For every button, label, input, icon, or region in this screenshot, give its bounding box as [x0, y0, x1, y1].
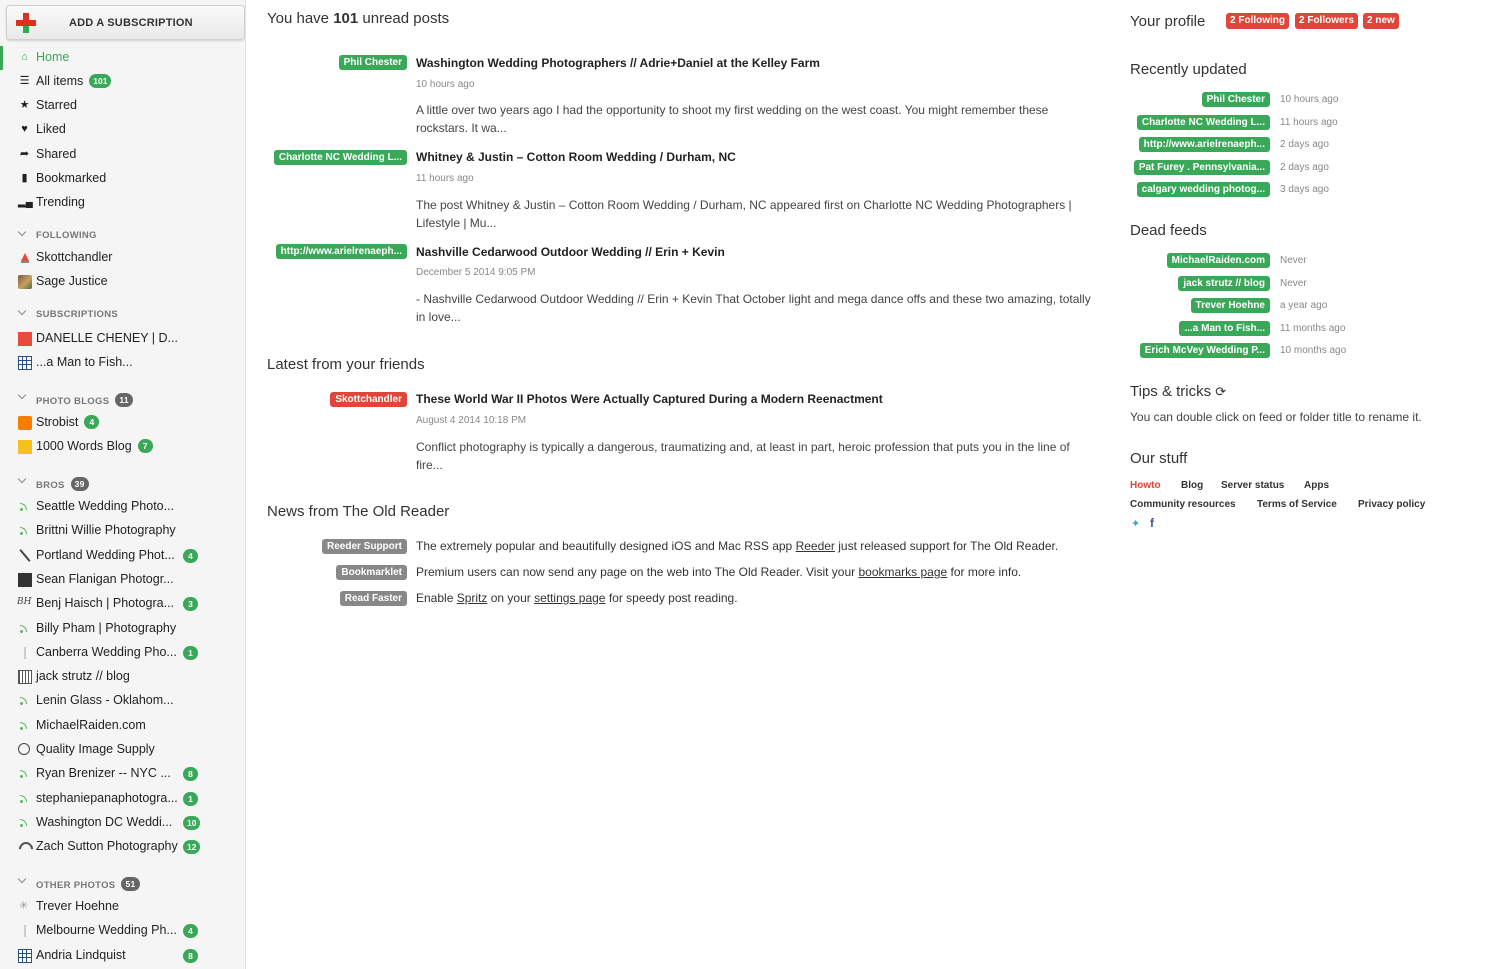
- feed-time: 10 hours ago: [1280, 94, 1339, 105]
- feed-item[interactable]: [0, 327, 245, 351]
- section-count: 51: [121, 877, 139, 891]
- feed-time: 3 days ago: [1280, 184, 1329, 195]
- feed-count: 12: [183, 840, 200, 854]
- sidebar: [0, 0, 246, 969]
- feed-item[interactable]: [0, 787, 245, 811]
- feed-item-label: jack strutz // blog: [36, 669, 130, 684]
- rss-icon: [18, 622, 32, 636]
- feed-tag[interactable]: http://www.arielrenaeph...: [1139, 137, 1270, 152]
- feed-item-label: Quality Image Supply: [36, 742, 155, 756]
- feed-favicon-icon: [18, 924, 32, 938]
- privacy-policy-link[interactable]: Privacy policy: [1358, 499, 1426, 510]
- post-feed-tag[interactable]: Charlotte NC Wedding L...: [274, 150, 407, 165]
- feed-count: 1: [183, 646, 198, 660]
- news-text: for speedy post reading.: [605, 591, 738, 605]
- feed-item-label: Sage Justice: [36, 274, 108, 288]
- feed-tag[interactable]: Phil Chester: [1202, 92, 1270, 107]
- feed-count: 8: [183, 767, 198, 781]
- feed-item-label: Brittni Willie Photography: [36, 523, 176, 538]
- section-subscriptions[interactable]: [0, 302, 245, 326]
- section-count: 39: [71, 477, 89, 491]
- feed-item-label: Zach Sutton Photography: [36, 839, 178, 854]
- blogger-icon: [18, 416, 32, 430]
- feed-tag[interactable]: calgary wedding photog...: [1137, 182, 1270, 197]
- feed-item[interactable]: [0, 665, 245, 689]
- feed-item-label: Benj Haisch | Photogra...: [36, 596, 175, 611]
- chevron-down-icon: [18, 308, 28, 318]
- feed-item[interactable]: [0, 351, 245, 375]
- feed-item[interactable]: [0, 270, 245, 294]
- feed-tag[interactable]: Charlotte NC Wedding L...: [1137, 115, 1270, 130]
- feed-item[interactable]: [0, 944, 245, 968]
- feed-item[interactable]: [0, 895, 245, 919]
- feed-count: 8: [183, 949, 198, 963]
- profile-heading: Your profile: [1130, 13, 1206, 30]
- tips-heading-label: Tips & tricks: [1130, 383, 1212, 400]
- community-resources-link[interactable]: Community resources: [1130, 499, 1236, 510]
- feed-count: 3: [183, 597, 198, 611]
- nav-home-label: Home: [36, 50, 70, 64]
- feed-item-label: Seattle Wedding Photo...: [36, 499, 175, 513]
- post-feed-tag[interactable]: Phil Chester: [339, 55, 407, 70]
- feed-time: a year ago: [1280, 300, 1328, 311]
- chevron-down-icon: [18, 476, 28, 486]
- news-text: on your: [487, 591, 535, 605]
- rss-icon: [18, 792, 32, 806]
- feed-tag[interactable]: jack strutz // blog: [1178, 276, 1270, 291]
- friends-heading: Latest from your friends: [267, 356, 425, 373]
- post-excerpt: The post Whitney & Justin – Cotton Room Wedding / Durham, NC appeared first on Charlotte NC Wedding Photographers | Lifestyle | Mu...: [416, 198, 1072, 230]
- news-tag[interactable]: Bookmarklet: [336, 565, 407, 580]
- feed-item-label: stephaniepanaphotogra...: [36, 790, 178, 805]
- feed-tag[interactable]: Trever Hoehne: [1191, 298, 1270, 313]
- section-bros[interactable]: [0, 470, 245, 494]
- grid-icon: [18, 356, 32, 370]
- unread-count: 101: [333, 10, 359, 27]
- chevron-down-icon: [18, 392, 28, 402]
- news-text: just released support for The Old Reader.: [834, 539, 1059, 553]
- feed-item-label: Portland Wedding Phot...: [36, 547, 175, 562]
- feed-item[interactable]: [0, 568, 245, 592]
- list-icon: ☰: [19, 75, 30, 87]
- nav-liked-label: Liked: [36, 122, 66, 136]
- post-title[interactable]: Nashville Cedarwood Outdoor Wedding // Erin + Kevin: [416, 245, 725, 259]
- feed-time: Never: [1280, 255, 1307, 266]
- feed-item[interactable]: [0, 919, 245, 943]
- feed-favicon-icon: [18, 949, 32, 963]
- feed-item[interactable]: [0, 246, 245, 270]
- chevron-down-icon: [18, 229, 28, 239]
- trending-icon: ▂▄: [18, 197, 33, 208]
- rss-icon: [18, 524, 32, 538]
- news-heading: News from The Old Reader: [267, 503, 450, 520]
- feed-item[interactable]: [0, 519, 245, 543]
- feed-item[interactable]: [0, 835, 245, 859]
- feed-item-label: Washington DC Weddi...: [36, 814, 173, 829]
- feed-time: 2 days ago: [1280, 161, 1329, 173]
- news-text: The extremely popular and beautifully designed iOS and Mac RSS app: [416, 539, 796, 553]
- server-status-link[interactable]: Server status: [1221, 480, 1285, 491]
- friend-post-excerpt: Conflict photography is typically a dangerous, traumatizing and, at least in part, heroic profession that puts you in the line of fire...: [416, 440, 1070, 472]
- feed-item[interactable]: [0, 411, 245, 435]
- news-text: for more info.: [947, 565, 1022, 579]
- news-item: [416, 565, 1021, 579]
- feed-tag[interactable]: Pat Furey . Pennsylvania...: [1134, 160, 1270, 175]
- section-photo-blogs[interactable]: [0, 386, 245, 410]
- feed-count: 4: [84, 415, 99, 429]
- nav-shared[interactable]: [0, 143, 245, 167]
- section-count: 11: [115, 393, 133, 407]
- feed-item[interactable]: [0, 738, 245, 762]
- feed-item-label: ...a Man to Fish...: [36, 355, 133, 369]
- post-date: December 5 2014 9:05 PM: [416, 267, 536, 278]
- news-item: [416, 539, 1058, 553]
- news-text: Premium users can now send any page on the web into The Old Reader. Visit your: [416, 565, 859, 579]
- feed-favicon-icon: [18, 573, 32, 587]
- news-tag[interactable]: Reeder Support: [322, 539, 407, 554]
- add-subscription-button[interactable]: [6, 5, 245, 40]
- dead-feeds-heading: Dead feeds: [1130, 222, 1207, 239]
- unread-heading: [267, 10, 449, 27]
- nav-all-items[interactable]: [0, 70, 245, 94]
- post-title[interactable]: Washington Wedding Photographers // Adrie+Daniel at the Kelley Farm: [416, 56, 820, 70]
- terms-of-service-link[interactable]: Terms of Service: [1257, 499, 1337, 510]
- avatar-icon: [18, 275, 32, 289]
- nav-liked[interactable]: [0, 118, 245, 142]
- nav-all-items-label: All items: [36, 74, 84, 88]
- reeder-link[interactable]: Reeder: [795, 539, 835, 553]
- feed-favicon-icon: [18, 743, 30, 755]
- feed-item-label: Billy Pham | Photography: [36, 620, 177, 635]
- feed-item-label: Strobist: [36, 415, 79, 429]
- following-badge[interactable]: 2 Following: [1226, 13, 1289, 29]
- feed-item-label: Trever Hoehne: [36, 899, 119, 913]
- nav-starred[interactable]: [0, 94, 245, 118]
- feed-time: Never: [1280, 277, 1307, 289]
- main-content: [267, 0, 1097, 969]
- feed-item-label: Sean Flanigan Photogr...: [36, 571, 174, 586]
- news-tag[interactable]: Read Faster: [340, 591, 407, 606]
- friend-post-date: August 4 2014 10:18 PM: [416, 415, 527, 426]
- feed-favicon-icon: [18, 840, 32, 854]
- blog-link[interactable]: Blog: [1181, 480, 1204, 491]
- our-stuff-heading: Our stuff: [1130, 450, 1188, 467]
- feed-item-label: MichaelRaiden.com: [36, 717, 146, 732]
- recently-updated-heading: Recently updated: [1130, 61, 1247, 78]
- right-column: [1130, 0, 1500, 969]
- bookmarks-page-link[interactable]: bookmarks page: [858, 565, 948, 579]
- feed-favicon-icon: [18, 670, 32, 684]
- feed-tag[interactable]: MichaelRaiden.com: [1167, 253, 1270, 268]
- apps-link[interactable]: Apps: [1304, 480, 1329, 491]
- feed-item[interactable]: [0, 762, 245, 786]
- feed-item[interactable]: [0, 617, 245, 641]
- feed-item[interactable]: [0, 689, 245, 713]
- feed-count: 1: [183, 792, 198, 806]
- rss-icon: [18, 719, 32, 733]
- post-title[interactable]: Whitney & Justin – Cotton Room Wedding / Durham, NC: [416, 150, 736, 164]
- post-excerpt: - Nashville Cedarwood Outdoor Wedding // Erin + Kevin That October light and mega dance offs and these two amazing, totally in love...: [416, 292, 1091, 324]
- feed-item[interactable]: [0, 592, 245, 616]
- tips-text: You can double click on feed or folder title to rename it.: [1130, 410, 1422, 424]
- heart-icon: ♥: [21, 123, 28, 135]
- unread-prefix: You have: [267, 10, 334, 27]
- nav-trending[interactable]: [0, 191, 245, 215]
- section-other-photos[interactable]: [0, 870, 245, 894]
- settings-page-link[interactable]: settings page: [534, 591, 606, 605]
- user-icon: [18, 251, 32, 265]
- plus-icon: [16, 13, 36, 33]
- news-item: [416, 591, 738, 605]
- feed-time: 11 hours ago: [1280, 116, 1338, 128]
- feed-favicon-icon: [18, 646, 32, 660]
- feed-item[interactable]: [0, 714, 245, 738]
- feed-item-label: 1000 Words Blog: [36, 439, 132, 453]
- rss-icon: [18, 816, 32, 830]
- feed-count: 4: [183, 549, 198, 563]
- feed-count: 7: [138, 439, 153, 453]
- section-other-photos-label: OTHER PHOTOS: [36, 880, 116, 891]
- feed-item-label: DANELLE CHENEY | D...: [36, 331, 178, 345]
- post-date: 11 hours ago: [416, 173, 474, 184]
- nav-shared-label: Shared: [36, 147, 77, 161]
- feed-count: 10: [183, 816, 200, 830]
- feed-item-label: Canberra Wedding Pho...: [36, 644, 177, 659]
- spritz-link[interactable]: Spritz: [456, 591, 488, 605]
- feed-item[interactable]: [0, 495, 245, 519]
- new-badge[interactable]: 2 new: [1363, 13, 1399, 29]
- feed-item-label: Lenin Glass - Oklahom...: [36, 693, 174, 708]
- feed-favicon-icon: [18, 597, 32, 611]
- feed-item-label: Ryan Brenizer -- NYC ...: [36, 766, 171, 781]
- section-following[interactable]: [0, 223, 245, 247]
- feed-favicon-icon: [18, 332, 32, 346]
- feed-item[interactable]: [0, 544, 245, 568]
- feed-tag[interactable]: Erich McVey Wedding P...: [1140, 343, 1270, 358]
- feed-time: 11 months ago: [1280, 322, 1346, 334]
- refresh-icon[interactable]: ⟳: [1215, 384, 1227, 399]
- post-excerpt: A little over two years ago I had the opportunity to shoot my first wedding on the west coast. You might remember these rockstars. It wa...: [416, 103, 1049, 135]
- facebook-icon[interactable]: f: [1150, 516, 1154, 530]
- all-items-count: 101: [89, 74, 111, 88]
- feed-item[interactable]: [0, 641, 245, 665]
- feed-item[interactable]: [0, 811, 245, 835]
- section-photo-blogs-label: PHOTO BLOGS: [36, 396, 110, 407]
- nav-trending-label: Trending: [36, 195, 85, 209]
- friend-post-title[interactable]: These World War II Photos Were Actually Captured During a Modern Reenactment: [416, 392, 883, 406]
- section-bros-label: BROS: [36, 480, 65, 491]
- post-feed-tag[interactable]: http://www.arielrenaeph...: [276, 244, 407, 259]
- share-icon: ➦: [19, 148, 30, 160]
- rss-icon: [18, 767, 32, 781]
- nav-home[interactable]: [0, 46, 245, 70]
- feed-tag[interactable]: ...a Man to Fish...: [1179, 321, 1270, 336]
- twitter-icon[interactable]: ✦: [1131, 518, 1141, 530]
- feed-item[interactable]: [0, 435, 245, 459]
- nav-bookmarked[interactable]: [0, 167, 245, 191]
- nav-bookmarked-label: Bookmarked: [36, 171, 107, 185]
- star-icon: ★: [19, 99, 30, 111]
- feed-time: 10 months ago: [1280, 345, 1347, 356]
- tips-heading: [1130, 383, 1226, 400]
- feed-favicon-icon: [18, 549, 32, 563]
- howto-link[interactable]: Howto: [1130, 480, 1161, 491]
- feed-favicon-icon: [18, 440, 32, 454]
- feed-item-label: Skottchandler: [36, 250, 113, 264]
- rss-icon: [18, 694, 32, 708]
- friend-feed-tag[interactable]: Skottchandler: [330, 392, 407, 407]
- feed-item-label: Andria Lindquist: [36, 947, 126, 962]
- feed-favicon-icon: [18, 900, 32, 914]
- feed-count: 4: [183, 924, 198, 938]
- add-subscription-label: ADD A SUBSCRIPTION: [69, 17, 193, 29]
- section-following-label: FOLLOWING: [36, 230, 97, 241]
- section-subscriptions-label: SUBSCRIPTIONS: [36, 309, 119, 320]
- feed-item-label: Melbourne Wedding Ph...: [36, 923, 177, 938]
- post-date: 10 hours ago: [416, 79, 475, 90]
- chevron-down-icon: [18, 876, 28, 886]
- bookmark-icon: ▮: [21, 172, 28, 184]
- unread-suffix: unread posts: [358, 10, 450, 27]
- nav-starred-label: Starred: [36, 98, 77, 112]
- home-icon: ⌂: [21, 51, 28, 63]
- feed-time: 2 days ago: [1280, 139, 1329, 150]
- rss-icon: [18, 500, 32, 514]
- followers-badge[interactable]: 2 Followers: [1295, 13, 1358, 29]
- news-text: Enable: [416, 591, 457, 605]
